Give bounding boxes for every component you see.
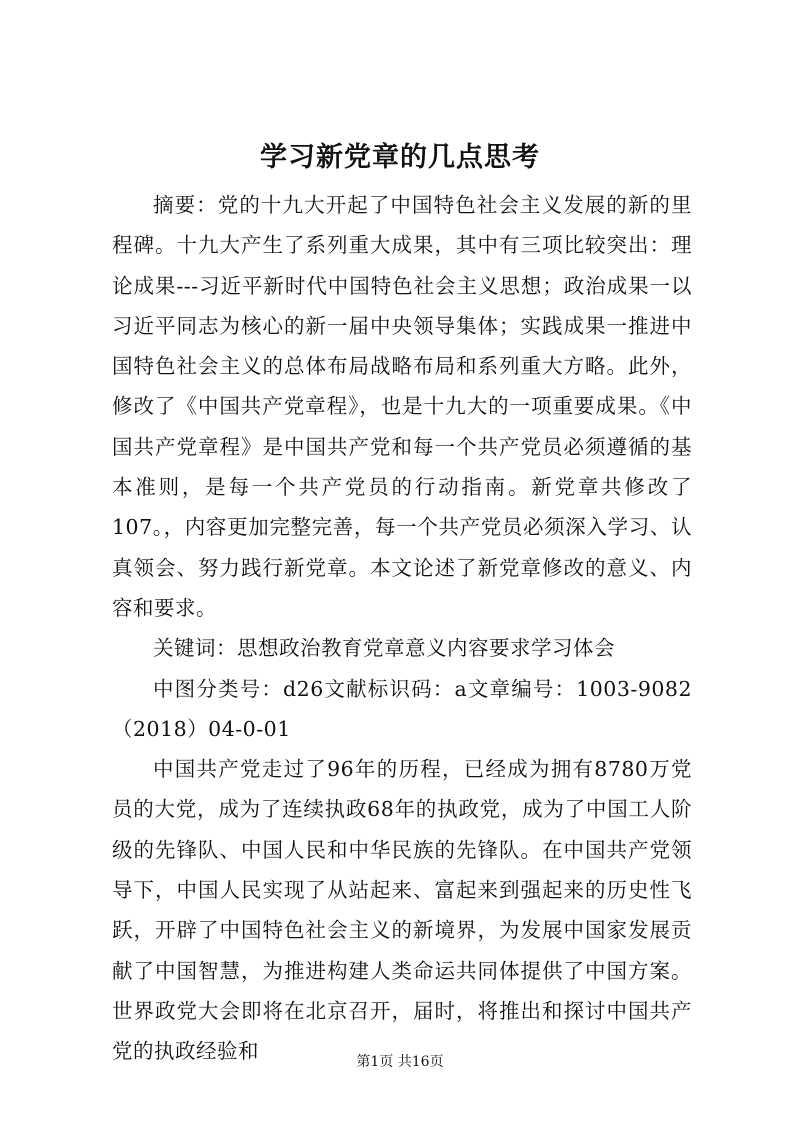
body-paragraph-1: 中国共产党走过了96年的历程，已经成为拥有8780万党员的大党，成为了连续执政68年的执政党，成为了中国工人阶级的先锋队、中国人民和中华民族的先锋队。在中国共产党领导下，中国人民实现了从站起来、富起来到强起来的历史性飞跃，开辟了中国特色社会主义的新境界，为发展中国家发展贡献了中国智慧，为推进构建人类命运共同体提供了中国方案。世界政党大会即将在北京召开，届时，将推出和探讨中国共产党的执政经验和 [112,757,692,1064]
classification-paragraph: 中图分类号：d26文献标识码：a文章编号：1003-9082（2018）04-0-01 [112,676,692,741]
keywords-paragraph: 关键词：思想政治教育党章意义内容要求学习体会 [153,636,615,661]
document-body [112,185,692,1072]
document-title: 学习新党章的几点思考 [260,142,540,173]
abstract-paragraph: 摘要：党的十九大开起了中国特色社会主义发展的新的里程碑。十九大产生了系列重大成果，其中有三项比较突出：理论成果---习近平新时代中国特色社会主义思想；政治成果一以习近平同志为核心的新一届中央领导集体；实践成果一推进中国特色社会主义的总体布局战略布局和系列重大方略。此外，修改了《中国共产党章程》，也是十九大的一项重要成果。《中国共产党章程》是中国共产党和每一个共产党员必须遵循的基本准则，是每一个共产党员的行动指南。新党章共修改了107。，内容更加完整完善，每一个共产党员必须深入学习、认真领会、努力践行新党章。本文论述了新党章修改的意义、内容和要求。 [112,193,692,620]
page-footer: 第1页 共16页 [356,1054,444,1070]
